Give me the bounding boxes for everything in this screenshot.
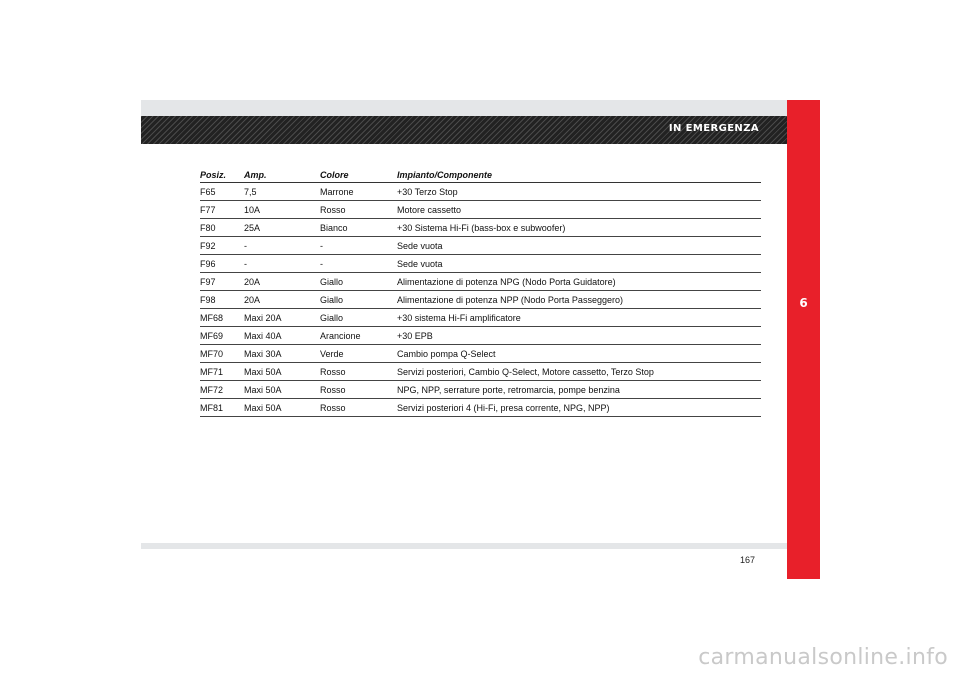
table-row	[200, 219, 761, 237]
cell-amperage: Maxi 50A	[244, 399, 320, 417]
table-row	[200, 183, 761, 201]
cell-color: Rosso	[320, 399, 397, 417]
cell-position: MF81	[200, 399, 244, 417]
cell-component: +30 Terzo Stop	[397, 183, 761, 201]
cell-amperage: Maxi 20A	[244, 309, 320, 327]
watermark: carmanualsonline.info	[698, 645, 948, 670]
cell-position: MF72	[200, 381, 244, 399]
cell-component: Sede vuota	[397, 255, 761, 273]
cell-amperage: 10A	[244, 201, 320, 219]
cell-color: Giallo	[320, 273, 397, 291]
cell-color: Rosso	[320, 201, 397, 219]
table-header-row	[200, 167, 761, 183]
table-row	[200, 345, 761, 363]
cell-position: F98	[200, 291, 244, 309]
column-header-amperage: Amp.	[244, 167, 320, 183]
section-title: IN EMERGENZA	[668, 123, 759, 134]
cell-amperage: Maxi 30A	[244, 345, 320, 363]
cell-component: Cambio pompa Q-Select	[397, 345, 761, 363]
cell-position: MF70	[200, 345, 244, 363]
cell-component: Servizi posteriori, Cambio Q-Select, Motore cassetto, Terzo Stop	[397, 363, 761, 381]
fuse-table	[200, 167, 761, 417]
table-row	[200, 309, 761, 327]
cell-position: MF68	[200, 309, 244, 327]
table-row	[200, 327, 761, 345]
cell-color: Giallo	[320, 309, 397, 327]
cell-position: F92	[200, 237, 244, 255]
cell-position: F65	[200, 183, 244, 201]
cell-component: NPG, NPP, serrature porte, retromarcia, pompe benzina	[397, 381, 761, 399]
cell-component: +30 EPB	[397, 327, 761, 345]
column-header-component: Impianto/Componente	[397, 167, 761, 183]
cell-amperage: 7,5	[244, 183, 320, 201]
cell-amperage: 20A	[244, 291, 320, 309]
section-header-band	[141, 116, 787, 144]
cell-position: F97	[200, 273, 244, 291]
cell-color: Arancione	[320, 327, 397, 345]
cell-component: Alimentazione di potenza NPG (Nodo Porta Guidatore)	[397, 273, 761, 291]
table-row	[200, 255, 761, 273]
cell-amperage: Maxi 50A	[244, 381, 320, 399]
table-row	[200, 291, 761, 309]
cell-color: Verde	[320, 345, 397, 363]
cell-amperage: -	[244, 255, 320, 273]
table-row	[200, 201, 761, 219]
table-row	[200, 237, 761, 255]
cell-component: Alimentazione di potenza NPP (Nodo Porta Passeggero)	[397, 291, 761, 309]
cell-position: F77	[200, 201, 244, 219]
cell-position: F80	[200, 219, 244, 237]
cell-amperage: Maxi 40A	[244, 327, 320, 345]
cell-color: -	[320, 237, 397, 255]
cell-position: MF69	[200, 327, 244, 345]
table-row	[200, 273, 761, 291]
cell-component: Motore cassetto	[397, 201, 761, 219]
cell-component: Sede vuota	[397, 237, 761, 255]
chapter-tab	[787, 100, 820, 579]
cell-color: Marrone	[320, 183, 397, 201]
cell-component: Servizi posteriori 4 (Hi-Fi, presa corrente, NPG, NPP)	[397, 399, 761, 417]
top-gray-bar	[141, 100, 787, 116]
cell-amperage: 25A	[244, 219, 320, 237]
bottom-gray-bar	[141, 543, 787, 549]
cell-color: -	[320, 255, 397, 273]
cell-color: Rosso	[320, 363, 397, 381]
page-number: 167	[740, 555, 756, 565]
cell-component: +30 sistema Hi-Fi amplificatore	[397, 309, 761, 327]
cell-color: Rosso	[320, 381, 397, 399]
column-header-position: Posiz.	[200, 167, 244, 183]
table-row	[200, 363, 761, 381]
cell-component: +30 Sistema Hi-Fi (bass-box e subwoofer)	[397, 219, 761, 237]
cell-color: Giallo	[320, 291, 397, 309]
table-row	[200, 399, 761, 417]
cell-amperage: Maxi 50A	[244, 363, 320, 381]
chapter-number: 6	[799, 296, 808, 310]
cell-amperage: 20A	[244, 273, 320, 291]
table-row	[200, 381, 761, 399]
column-header-color: Colore	[320, 167, 397, 183]
cell-amperage: -	[244, 237, 320, 255]
cell-color: Bianco	[320, 219, 397, 237]
cell-position: MF71	[200, 363, 244, 381]
cell-position: F96	[200, 255, 244, 273]
